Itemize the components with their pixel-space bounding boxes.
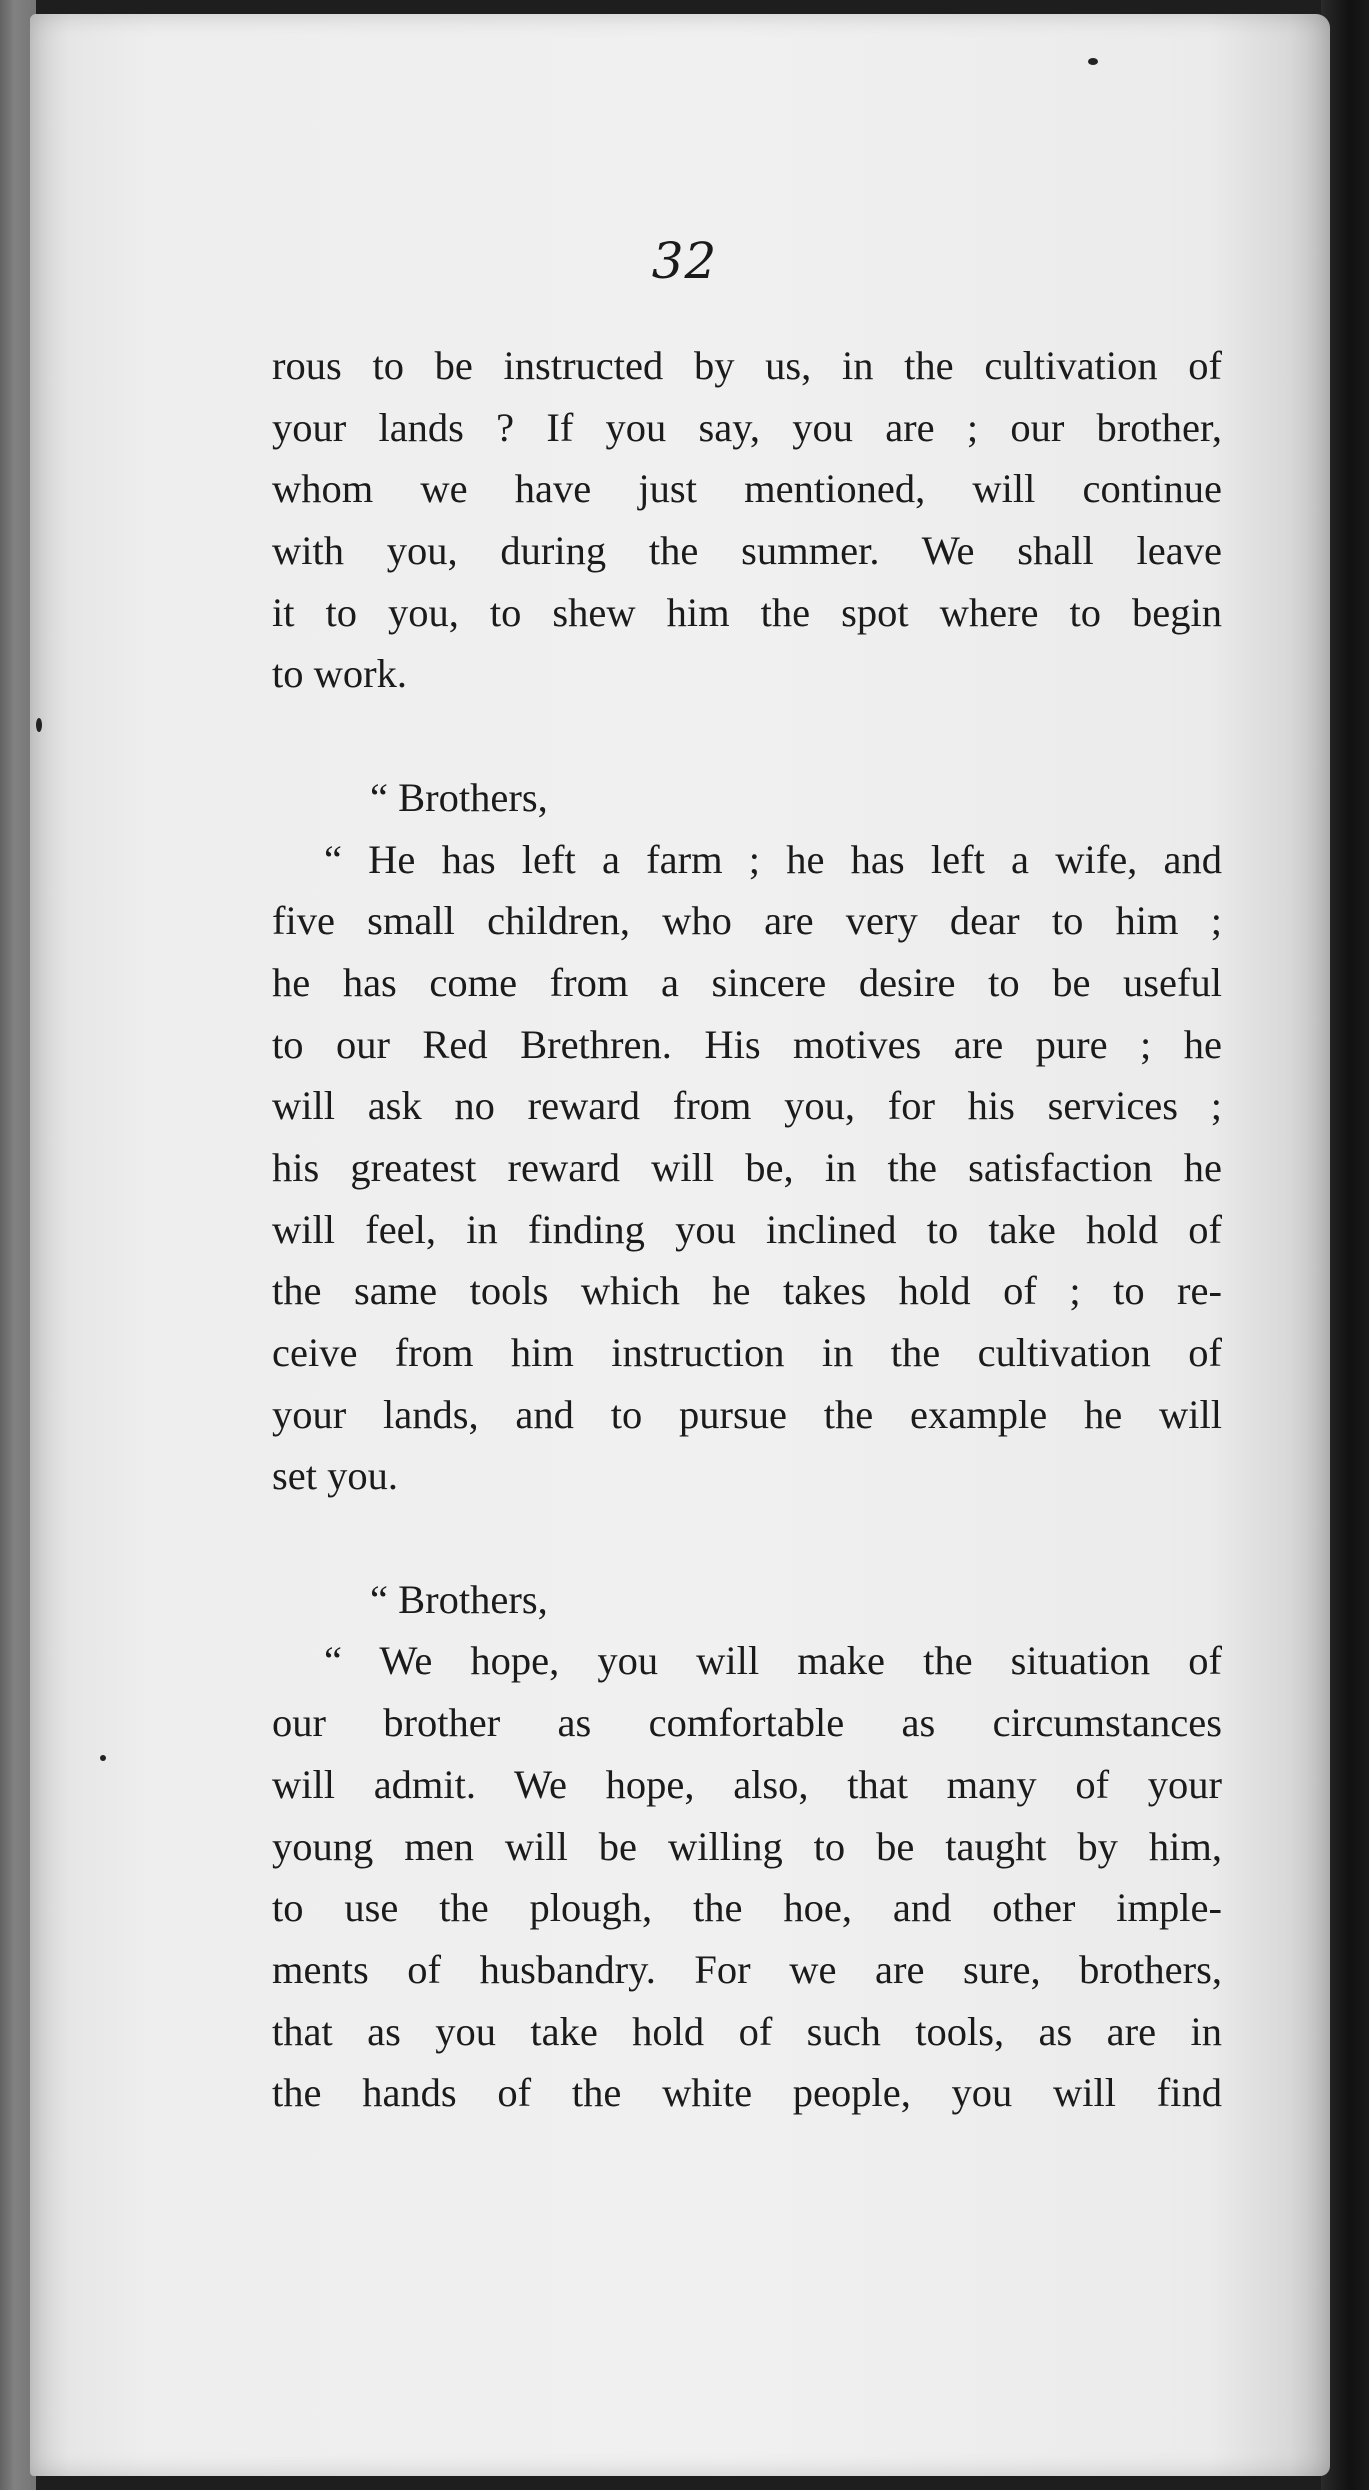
paragraph-gap [272, 705, 1222, 767]
paragraph-2 [272, 829, 1222, 1508]
paragraph-3 [272, 1630, 1222, 2124]
text-line: “ We hope, you will make the situation of [324, 1638, 1222, 1684]
text-line: that as you take hold of such tools, as are in [272, 2008, 1222, 2054]
text-line: ceive from him instruction in the cultivation of [272, 1330, 1222, 1375]
paragraph-gap [272, 1507, 1222, 1569]
text-line: will feel, in finding you inclined to take hold of [272, 1206, 1222, 1252]
text-line: our brother as comfortable as circumstances [272, 1700, 1222, 1746]
text-line: he has come from a sincere desire to be useful [272, 959, 1222, 1005]
text-line: your lands, and to pursue the example he will [272, 1391, 1222, 1437]
text-line: set you. [272, 1453, 398, 1499]
text-line: it to you, to shew him the spot where to begin [272, 589, 1222, 635]
text-line: to work. [272, 651, 407, 697]
page-number: 32 [651, 232, 718, 290]
text-line: with you, during the summer. We shall leave [272, 528, 1222, 574]
text-line: will ask no reward from you, for his services ; [272, 1083, 1222, 1129]
text-line: will admit. We hope, also, that many of your [272, 1761, 1222, 1807]
salutation-brothers: “ Brothers, [370, 774, 548, 820]
ink-speck [100, 1755, 106, 1761]
text-line: whom we have just mentioned, will continue [272, 466, 1222, 512]
text-line: five small children, who are very dear to him ; [272, 898, 1222, 944]
text-line: “ He has left a farm ; he has left a wife, and [324, 836, 1222, 882]
text-line: to our Red Brethren. His motives are pure ; he [272, 1021, 1222, 1067]
paragraph-1 [272, 335, 1222, 705]
text-line: young men will be willing to be taught by him, [272, 1823, 1222, 1869]
text-line: the same tools which he takes hold of ; to re- [272, 1268, 1222, 1314]
text-line: his greatest reward will be, in the satisfaction he [272, 1144, 1222, 1190]
ink-speck [1088, 58, 1098, 65]
text-line: rous to be instructed by us, in the cultivation of [272, 343, 1222, 388]
text-line: ments of husbandry. For we are sure, brothers, [272, 1946, 1222, 1992]
text-line: your lands ? If you say, you are ; our brother, [272, 404, 1222, 450]
text-line: to use the plough, the hoe, and other imple- [272, 1885, 1222, 1931]
page-text [272, 335, 1222, 2124]
text-line: the hands of the white people, you will find [272, 2070, 1222, 2116]
salutation-brothers: “ Brothers, [370, 1576, 548, 1622]
ink-speck [36, 718, 42, 732]
